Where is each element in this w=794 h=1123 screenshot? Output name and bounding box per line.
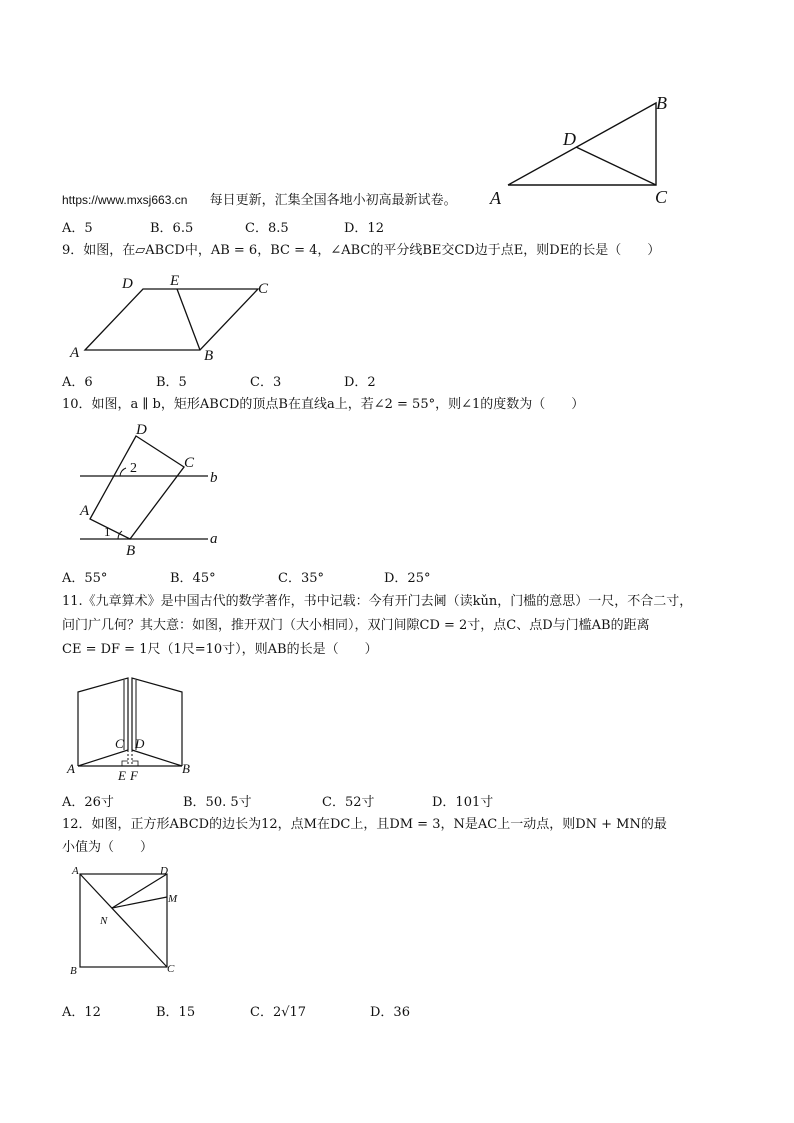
q11-figure bbox=[62, 670, 202, 785]
q9-option-a[interactable]: A．6 bbox=[62, 375, 93, 390]
site-url: https://www.mxsj663.cn bbox=[62, 193, 188, 207]
q12-question-line2: 小值为（ ） bbox=[62, 840, 154, 855]
q9-label-c: C bbox=[258, 281, 269, 297]
q10-label-2: 2 bbox=[130, 461, 137, 476]
q9-label-d: D bbox=[122, 276, 133, 292]
q10-question: 10．如图，a ∥ b，矩形ABCD的顶点B在直线a上，若∠2 = 55°，则∠1的度数为（ ） bbox=[62, 397, 585, 412]
q11-option-b[interactable]: B．50. 5寸 bbox=[183, 795, 252, 810]
q9-label-e: E bbox=[170, 273, 180, 289]
q12-option-c[interactable]: C．2√17 bbox=[250, 1005, 307, 1020]
q8-option-b[interactable]: B．6.5 bbox=[150, 221, 194, 236]
q11-right-angle-f bbox=[132, 761, 138, 766]
q10-label-a-vertex: A bbox=[80, 503, 90, 519]
q11-right-angle-e bbox=[122, 761, 128, 766]
header-line bbox=[62, 192, 457, 209]
q10-option-c[interactable]: C．35° bbox=[278, 571, 324, 586]
q10-label-b-vertex: B bbox=[126, 543, 136, 558]
q11-option-a[interactable]: A．26寸 bbox=[62, 795, 114, 810]
q8-option-c[interactable]: C．8.5 bbox=[245, 221, 289, 236]
q9-option-d[interactable]: D．2 bbox=[344, 375, 376, 390]
q10-label-c: C bbox=[184, 455, 195, 471]
q12-option-d[interactable]: D．36 bbox=[370, 1005, 410, 1020]
q9-figure bbox=[62, 270, 282, 365]
q12-question-line1: 12．如图，正方形ABCD的边长为12，点M在DC上，且DM = 3，N是AC上一动点，则DN + MN的最 bbox=[62, 817, 667, 832]
q9-question: 9．如图，在▱ABCD中，AB = 6，BC = 4，∠ABC的平分线BE交CD边于点E，则DE的长是（ ） bbox=[62, 243, 661, 258]
q8-figure bbox=[488, 92, 688, 212]
q11-segment-ac bbox=[78, 750, 128, 766]
q9-bisector-be bbox=[177, 289, 200, 350]
q12-label-c: C bbox=[167, 963, 175, 975]
q11-question-line2: 问门广几何？其大意：如图，推开双门（大小相同），双门间隙CD = 2寸，点C、点D与门槛AB的距离 bbox=[62, 618, 650, 633]
q12-label-m: M bbox=[168, 893, 178, 905]
q11-label-e: E bbox=[118, 768, 126, 783]
q11-segment-bd bbox=[132, 750, 182, 766]
q9-label-b: B bbox=[204, 348, 214, 364]
q12-label-d: D bbox=[160, 865, 168, 877]
q8-label-b: B bbox=[656, 93, 667, 113]
q8-segment-dc bbox=[576, 147, 656, 185]
q9-label-a: A bbox=[70, 345, 80, 361]
q11-question-line1: 11.《九章算术》是中国古代的数学著作，书中记载：今有开门去阃（读kǔn，门槛的意思）一尺，不合二寸， bbox=[62, 594, 693, 609]
q10-figure bbox=[62, 418, 232, 558]
q12-label-b: B bbox=[70, 965, 77, 977]
q10-label-b-line: b bbox=[210, 470, 218, 486]
q11-label-d: D bbox=[135, 736, 145, 751]
q11-label-a: A bbox=[67, 761, 75, 776]
q8-label-c: C bbox=[655, 187, 668, 207]
q8-option-d[interactable]: D．12 bbox=[344, 221, 384, 236]
q12-option-b[interactable]: B．15 bbox=[156, 1005, 196, 1020]
q11-label-c: C bbox=[115, 736, 124, 751]
q11-question-line3: CE = DF = 1尺（1尺=10寸），则AB的长是（ ） bbox=[62, 642, 378, 657]
site-slogan: 每日更新，汇集全国各地小初高最新试卷。 bbox=[209, 193, 457, 208]
q8-label-d: D bbox=[563, 129, 576, 149]
q10-option-a[interactable]: A．55° bbox=[62, 571, 108, 586]
q9-option-c[interactable]: C．3 bbox=[250, 375, 282, 390]
q11-option-c[interactable]: C．52寸 bbox=[322, 795, 375, 810]
q10-label-d: D bbox=[136, 422, 147, 438]
q12-option-a[interactable]: A．12 bbox=[62, 1005, 101, 1020]
q8-label-a: A bbox=[490, 188, 501, 208]
q11-option-d[interactable]: D．101寸 bbox=[432, 795, 494, 810]
q10-label-1: 1 bbox=[104, 524, 111, 539]
q11-label-f: F bbox=[130, 768, 138, 783]
q12-label-n: N bbox=[100, 915, 108, 927]
q9-parallelogram bbox=[85, 289, 258, 350]
q10-angle2-arc bbox=[120, 468, 126, 476]
q10-option-b[interactable]: B．45° bbox=[170, 571, 216, 586]
q9-option-b[interactable]: B．5 bbox=[156, 375, 187, 390]
q12-diagonal-ac bbox=[80, 874, 167, 967]
q12-label-a: A bbox=[72, 865, 79, 877]
q11-label-b: B bbox=[182, 761, 190, 776]
q12-figure bbox=[62, 862, 192, 980]
q8-triangle bbox=[508, 103, 656, 185]
q10-label-a-line: a bbox=[210, 531, 218, 547]
q10-option-d[interactable]: D．25° bbox=[384, 571, 431, 586]
q8-option-a[interactable]: A．5 bbox=[62, 221, 93, 236]
